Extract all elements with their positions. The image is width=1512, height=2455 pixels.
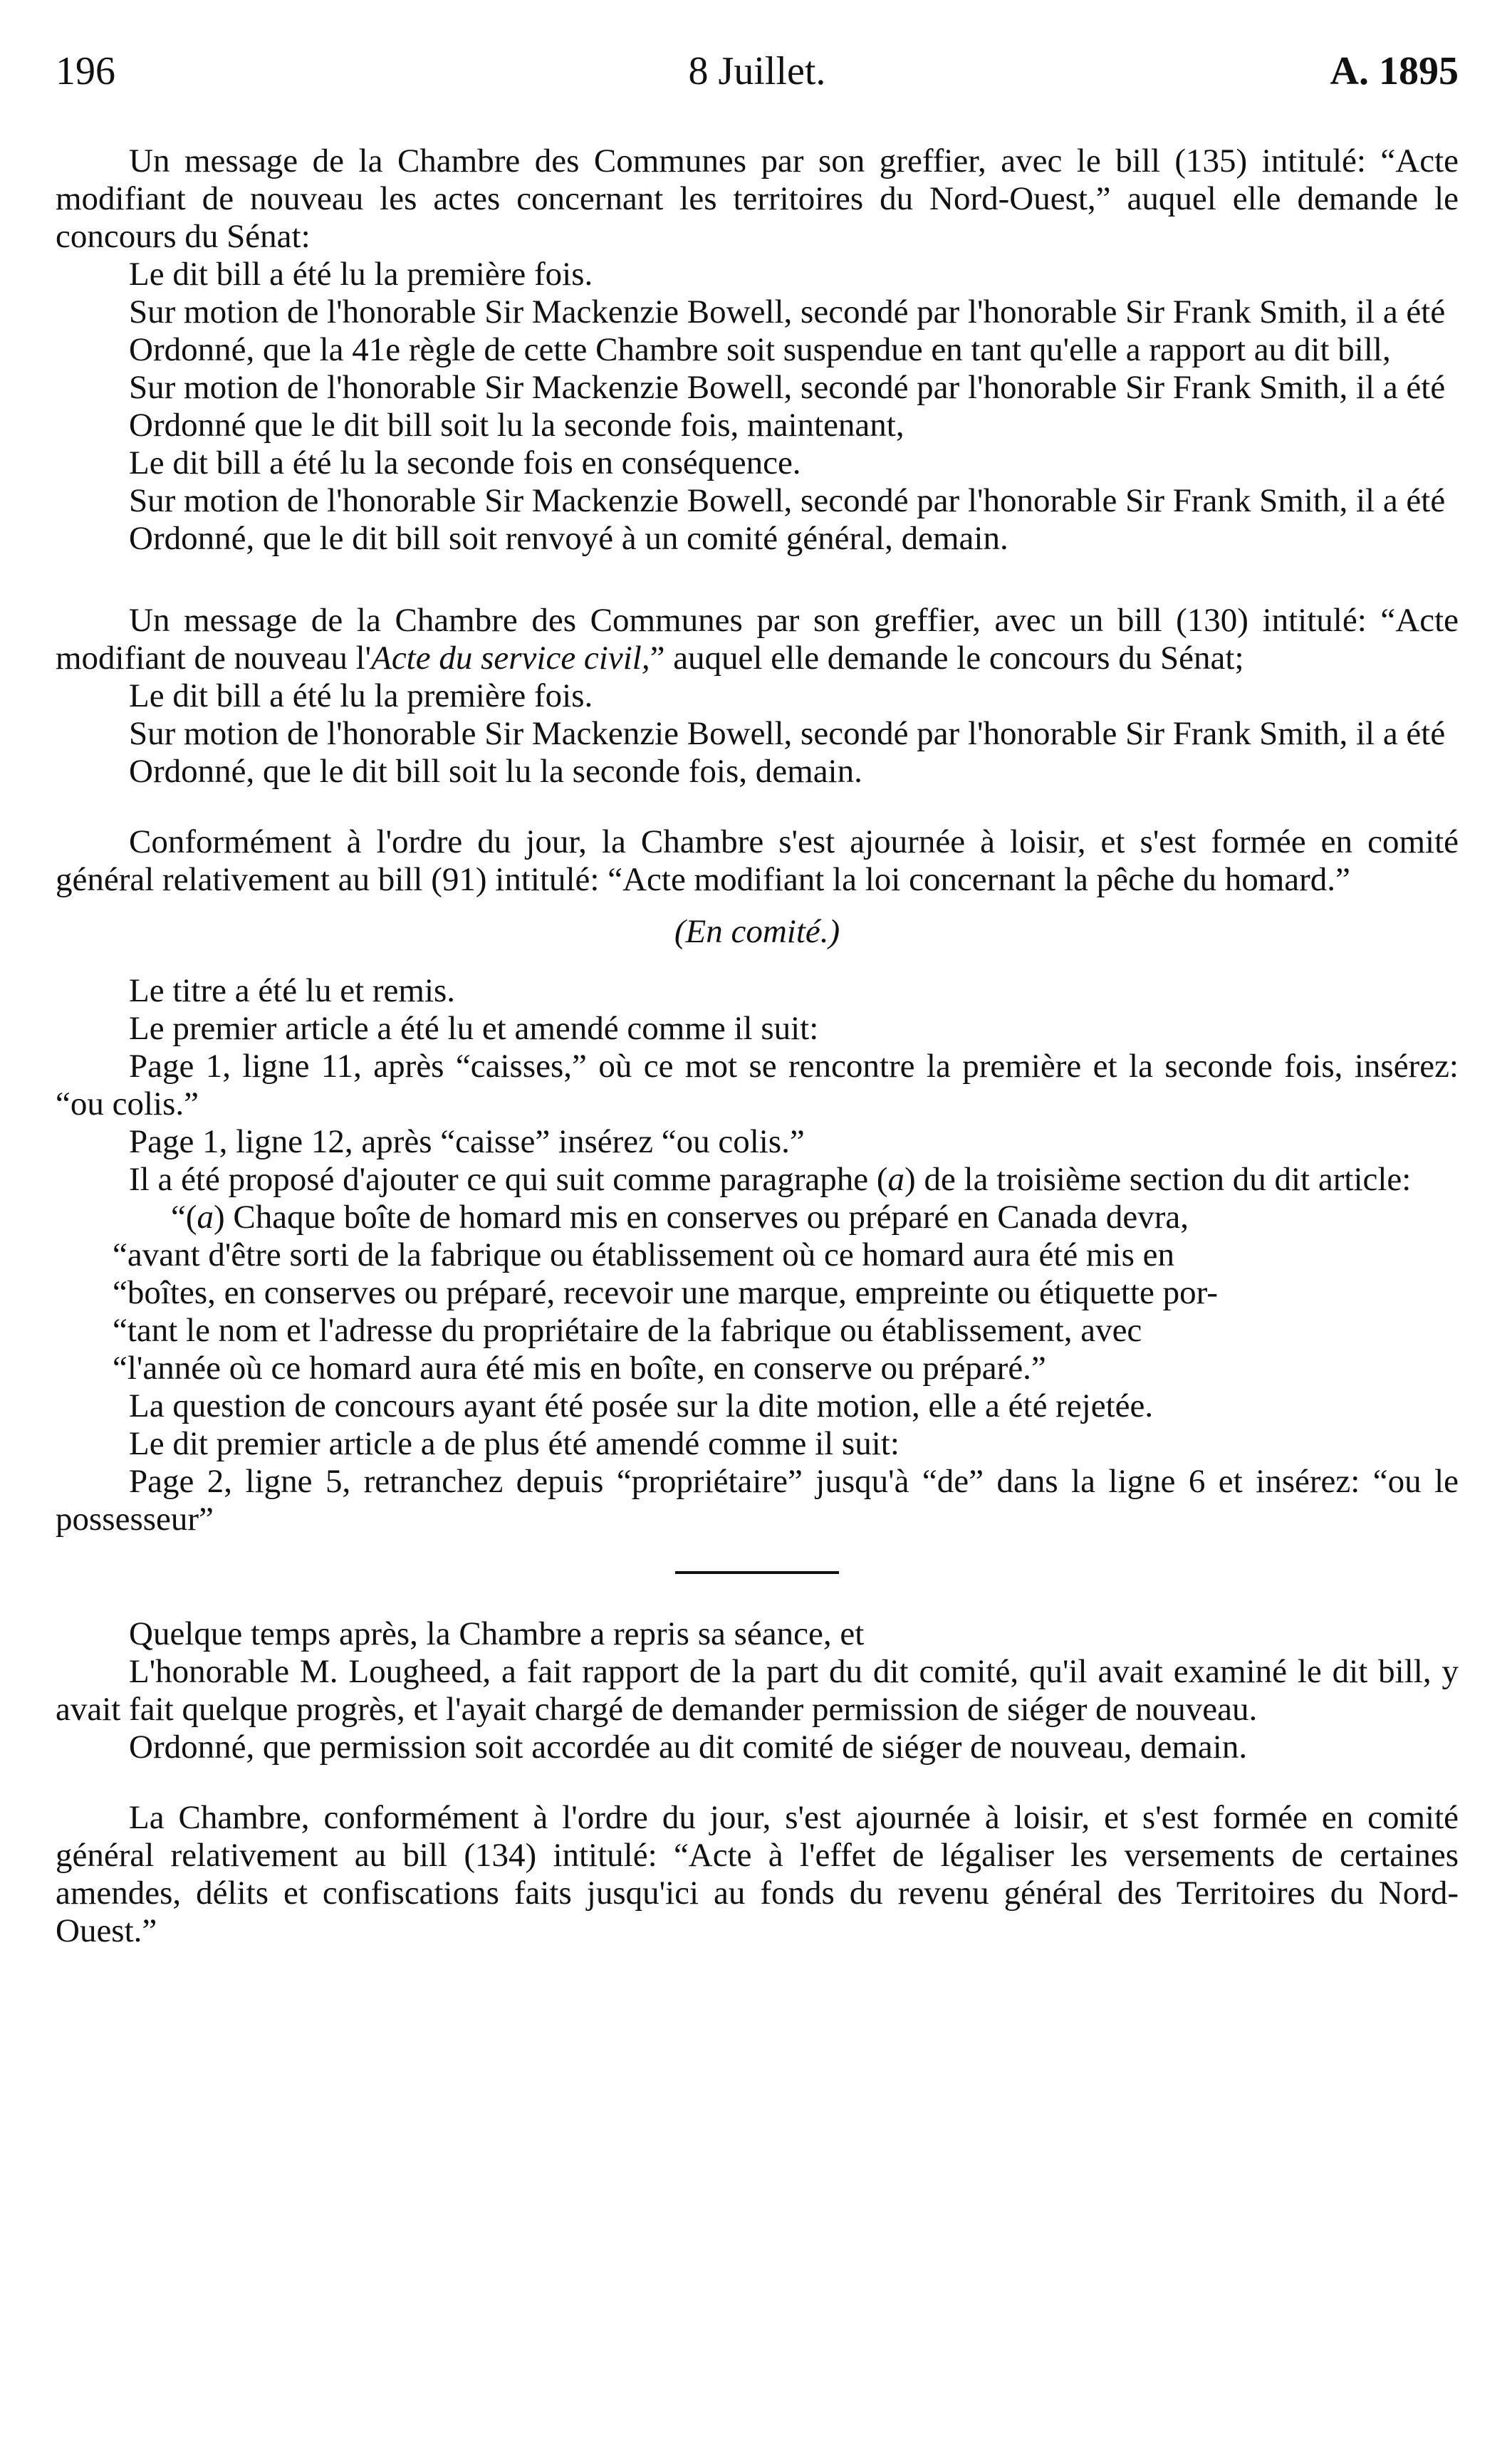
- paragraph-resumed: Quelque temps après, la Chambre a repris sa séance, et: [129, 1615, 865, 1652]
- paragraph-motion: Sur motion de l'honorable Sir Mackenzie Bowell, secondé par l'honorable Sir Frank Smith, il a été: [129, 482, 1446, 519]
- paragraph-second-reading: Le dit bill a été lu la seconde fois en conséquence.: [129, 444, 801, 481]
- paragraph-order-rule-41: Ordonné, que la 41e règle de cette Chambre soit suspendue en tant qu'elle a rapport au dit bill,: [129, 331, 1391, 368]
- journal-page: [56, 43, 1459, 2414]
- paragraph-first-reading: Le dit bill a été lu la première fois.: [129, 256, 593, 293]
- section-heading-en-comite: (En comité.): [674, 913, 840, 950]
- paragraph-message-bill-135: Un message de la Chambre des Communes par son greffier, avec le bill (135) intitulé: “Acte modifiant de nouveau les actes concernant les territoires du Nord-Ouest,” auquel elle demande le concours du Sénat:: [56, 142, 1459, 255]
- spacer: [56, 1766, 1459, 1799]
- paragraph-first-reading: Le dit bill a été lu la première fois.: [129, 677, 593, 714]
- paragraph-further-amended: Le dit premier article a de plus été amendé comme il suit:: [129, 1425, 900, 1462]
- paragraph-report-lougheed: L'honorable M. Lougheed, a fait rapport de la part du dit comité, qu'il avait examiné le dit bill, y avait fait quelque progrès, et l'ayait chargé de demander permission de siéger de nouveau.: [56, 1653, 1459, 1728]
- paragraph-motion: Sur motion de l'honorable Sir Mackenzie Bowell, secondé par l'honorable Sir Frank Smith, il a été: [129, 293, 1446, 330]
- quote-line: “(a) Chaque boîte de homard mis en conserves ou préparé en Canada devra,: [171, 1199, 1189, 1236]
- quote-line: “avant d'être sorti de la fabrique ou établissement où ce homard aura été mis en: [113, 1236, 1174, 1273]
- paragraph-motion: Sur motion de l'honorable Sir Mackenzie Bowell, secondé par l'honorable Sir Frank Smith, il a été: [129, 715, 1446, 752]
- paragraph-proposal: Il a été proposé d'ajouter ce qui suit comme paragraphe (a) de la troisième section du dit article:: [129, 1161, 1412, 1198]
- paragraph-order-sit-again: Ordonné, que permission soit accordée au dit comité de siéger de nouveau, demain.: [129, 1729, 1248, 1766]
- quote-line: “l'année où ce homard aura été mis en boîte, en conserve ou préparé.”: [113, 1350, 1046, 1387]
- paragraph-order-committee: Ordonné, que le dit bill soit renvoyé à un comité général, demain.: [129, 520, 1008, 557]
- quote-line: “tant le nom et l'adresse du propriétaire de la fabrique ou établissement, avec: [113, 1312, 1142, 1349]
- paragraph-rejected: La question de concours ayant été posée sur la dite motion, elle a été rejetée.: [129, 1387, 1154, 1424]
- page-year: A. 1895: [1330, 49, 1459, 93]
- paragraph-order-second-reading: Ordonné, que le dit bill soit lu la seconde fois, demain.: [129, 753, 862, 790]
- quote-line: “boîtes, en conserves ou préparé, recevoir une marque, empreinte ou étiquette por-: [113, 1274, 1219, 1311]
- paragraph-motion: Sur motion de l'honorable Sir Mackenzie Bowell, secondé par l'honorable Sir Frank Smith, il a été: [129, 369, 1446, 406]
- paragraph-first-article: Le premier article a été lu et amendé comme il suit:: [129, 1010, 819, 1047]
- spacer: [56, 558, 1459, 602]
- paragraph-committee-bill-91: Conformément à l'ordre du jour, la Chambre s'est ajournée à loisir, et s'est formée en comité général relativement au bill (91) intitulé: “Acte modifiant la loi concernant la pêche du homard.”: [56, 823, 1459, 898]
- page-header: [56, 43, 1459, 100]
- paragraph-order-second-reading: Ordonné que le dit bill soit lu la seconde fois, maintenant,: [129, 407, 904, 444]
- paragraph-title-read: Le titre a été lu et remis.: [129, 972, 456, 1009]
- paragraph-committee-bill-134: La Chambre, conformément à l'ordre du jour, s'est ajournée à loisir, et s'est formée en comité général relativement au bill (134) intitulé: “Acte à l'effet de légaliser les versements de certaines amendes, délits et confiscations faits jusqu'ici au fonds du revenu général des Territoires du Nord-Ouest.”: [56, 1799, 1459, 1949]
- paragraph-amendment-page1-line11: Page 1, ligne 11, après “caisses,” où ce mot se rencontre la première et la seconde fois, insérez: “ou colis.”: [56, 1048, 1459, 1122]
- paragraph-amendment-page1-line12: Page 1, ligne 12, après “caisse” insérez “ou colis.”: [129, 1123, 805, 1160]
- spacer: [56, 791, 1459, 823]
- paragraph-message-bill-130: Un message de la Chambre des Communes par son greffier, avec un bill (130) intitulé: “Acte modifiant de nouveau l'Acte du service civil,” auquel elle demande le concours du Sénat;: [56, 602, 1459, 677]
- paragraph-amendment-page2-line5: Page 2, ligne 5, retranchez depuis “propriétaire” jusqu'à “de” dans la ligne 6 et insérez: “ou le possesseur”: [56, 1463, 1459, 1538]
- page-body: [56, 142, 1459, 1950]
- section-divider: [675, 1571, 839, 1574]
- page-date: 8 Juillet.: [688, 49, 826, 93]
- page-number: 196: [56, 49, 115, 93]
